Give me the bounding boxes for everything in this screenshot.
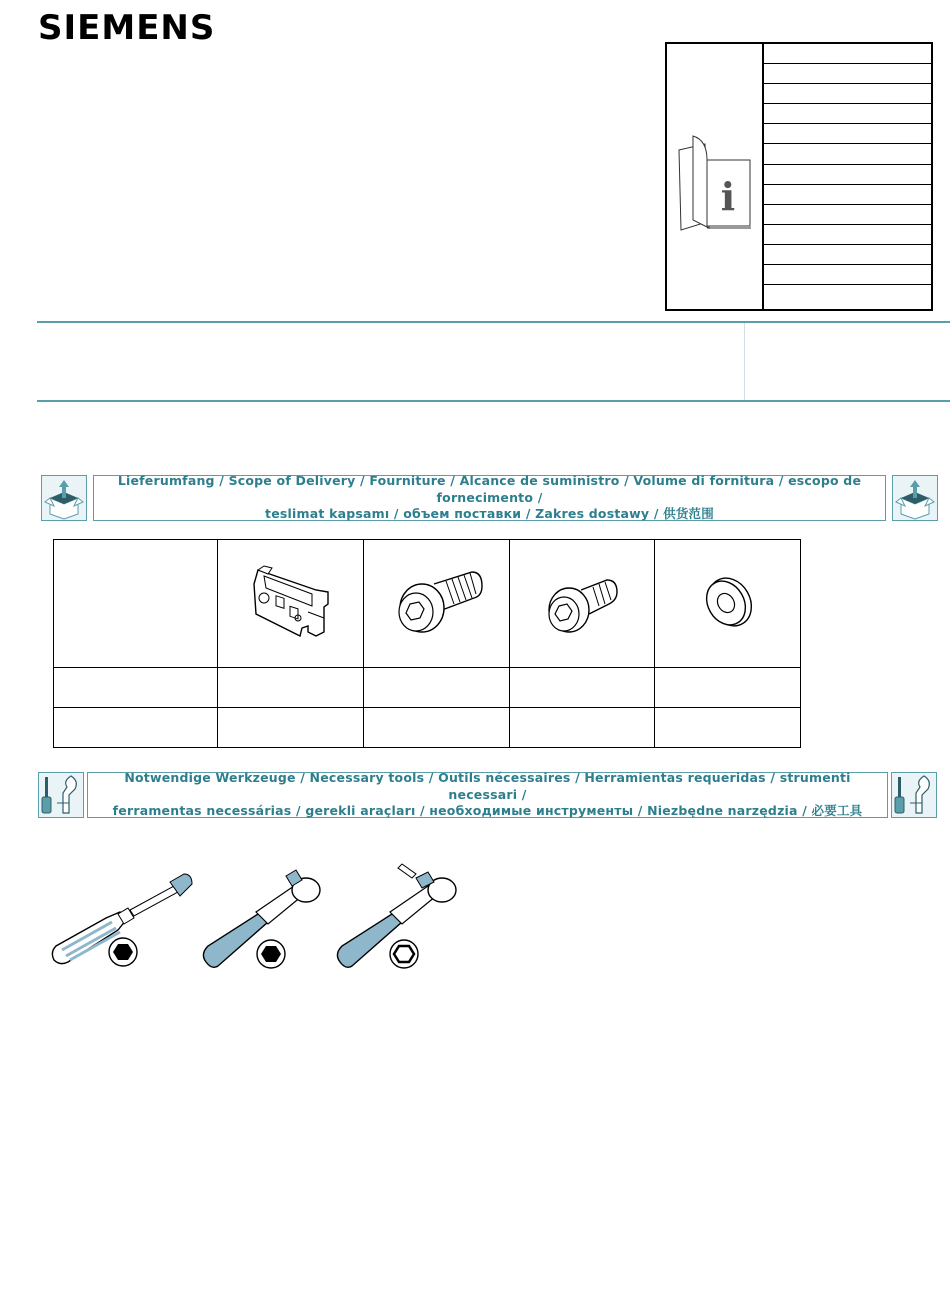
scope-table xyxy=(53,539,801,748)
table-cell xyxy=(54,668,218,708)
table-cell xyxy=(363,708,509,748)
info-row xyxy=(764,185,931,205)
table-cell xyxy=(509,540,655,668)
info-row xyxy=(764,64,931,84)
scope-banner-line2: teslimat kapsamı / объем поставки / Zakres dostawy / 供货范围 xyxy=(265,506,714,522)
info-row xyxy=(764,124,931,144)
info-rows xyxy=(764,44,931,309)
tools-banner-line2: ferramentas necessárias / gerekli araçları / необходимые инструменты / Niezbędne narzędzia / 必要工具 xyxy=(112,803,863,819)
tools-banner-line1: Notwendige Werkzeuge / Necessary tools / Outils nécessaires / Herramientas requeridas / strumenti necessari / xyxy=(124,770,851,802)
info-row xyxy=(764,144,931,164)
table-cell xyxy=(509,708,655,748)
tools-banner xyxy=(87,772,888,818)
table-cell xyxy=(54,708,218,748)
table-cell xyxy=(218,668,364,708)
short-socket-screw-icon xyxy=(537,562,627,642)
scope-banner xyxy=(93,475,886,521)
clamp-block-icon xyxy=(246,562,336,642)
info-row xyxy=(764,104,931,124)
header-divider xyxy=(744,323,745,400)
table-cell xyxy=(218,708,364,748)
siemens-logo: SIEMENS xyxy=(38,8,216,48)
info-row xyxy=(764,265,931,285)
long-socket-screw-icon xyxy=(386,562,486,642)
info-manual-icon xyxy=(667,44,760,309)
table-row xyxy=(54,708,801,748)
info-panel xyxy=(667,44,764,309)
info-box xyxy=(665,42,933,311)
scope-banner-line1: Lieferumfang / Scope of Delivery / Fourniture / Alcance de suministro / Volume di fornitura / escopo de fornecimento / xyxy=(117,473,862,505)
hex-bit-ratchet-icon xyxy=(337,864,456,968)
open-box-icon xyxy=(892,475,938,521)
table-cell xyxy=(655,540,801,668)
table-row xyxy=(54,540,801,668)
tools-icon xyxy=(891,772,937,818)
info-row xyxy=(764,44,931,64)
table-cell xyxy=(54,540,218,668)
table-cell xyxy=(218,540,364,668)
tools-icon xyxy=(38,772,84,818)
table-cell xyxy=(363,540,509,668)
open-box-icon xyxy=(41,475,87,521)
info-row xyxy=(764,165,931,185)
table-cell xyxy=(509,668,655,708)
hex-ratchet-icon xyxy=(203,870,320,968)
info-row xyxy=(764,245,931,265)
info-row xyxy=(764,205,931,225)
table-cell xyxy=(655,708,801,748)
header-rule-top xyxy=(37,321,950,323)
table-cell xyxy=(363,668,509,708)
table-row xyxy=(54,668,801,708)
info-row xyxy=(764,84,931,104)
table-cell xyxy=(655,668,801,708)
header-rule-bottom xyxy=(37,400,950,402)
washer-icon xyxy=(698,567,758,637)
svg-text:i: i xyxy=(720,174,736,219)
info-row xyxy=(764,285,931,305)
hex-screwdriver-icon xyxy=(48,842,198,972)
info-row xyxy=(764,225,931,245)
